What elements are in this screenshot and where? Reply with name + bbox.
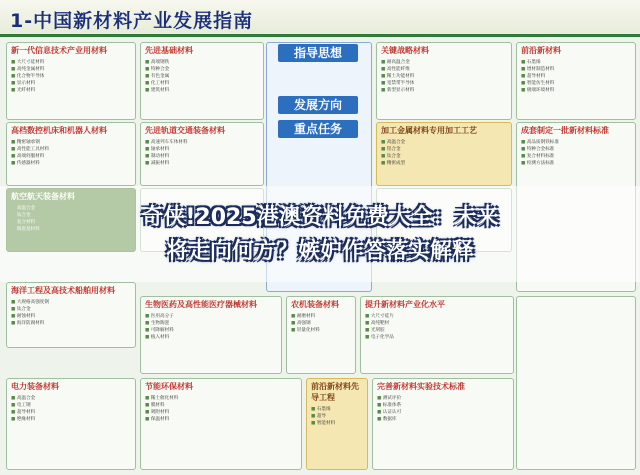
list-item: ■ 超导材料 (11, 409, 131, 416)
panel-title: 新一代信息技术产业用材料 (11, 46, 107, 55)
list-item: ■ 稀土催化材料 (145, 395, 297, 402)
list-item: ■ 制动材料 (145, 153, 259, 160)
list-item: ■ 建筑材料 (145, 87, 259, 94)
list-item: ■ 铝合金 (381, 146, 507, 153)
list-item: ■ 超导 (311, 413, 363, 420)
list-item: ■ 数据库 (377, 416, 509, 423)
list-item: ■ 标准体系 (377, 402, 509, 409)
list-item: ■ 光刻胶 (365, 327, 509, 334)
panel-metal-processing (376, 122, 512, 186)
panel-info-tech (6, 42, 136, 120)
list-item: ■ 新型显示材料 (381, 87, 507, 94)
list-item: ■ 光纤材料 (11, 87, 131, 94)
guide-box: 指导思想 (278, 44, 358, 62)
list-item: ■ 钛合金 (11, 306, 131, 313)
list-item: ■ 有色金属 (145, 73, 259, 80)
panel-frontier (516, 42, 636, 120)
list-item: ■ 高性能纤维 (381, 66, 507, 73)
panel-title: 关键战略材料 (381, 46, 429, 55)
list-item: ■ 认证认可 (377, 409, 509, 416)
panel-industrialization (360, 296, 514, 374)
panel-title: 完善新材料实验技术标准 (377, 382, 465, 391)
list-item: ■ 高性能工具材料 (11, 146, 131, 153)
panel-agri (286, 296, 356, 374)
list-item: ■ 高品质钢铁标准 (521, 139, 631, 146)
list-item: ■ 轻量化材料 (291, 327, 351, 334)
panel-standards-lower (516, 296, 636, 470)
list-item: ■ 精密成型 (381, 160, 507, 167)
list-item: ■ 极端环境材料 (521, 87, 631, 94)
list-item: ■ 大尺寸硅片 (365, 313, 509, 320)
list-item: ■ 智能材料 (311, 420, 363, 427)
headline-line-1: 奇侠!2025港澳资料免费大全：未来 (141, 205, 499, 230)
panel-title: 先进基础材料 (145, 46, 193, 55)
list-item: ■ 增材制造材料 (521, 66, 631, 73)
list-item: ■ 大规格高强度钢 (11, 299, 131, 306)
panel-title: 加工金属材料专用加工工艺 (381, 126, 477, 135)
panel-eco (140, 378, 302, 470)
list-item: ■ 精密轴承钢 (11, 139, 131, 146)
title-bar (0, 0, 640, 36)
headline-line-2: 将走向何方？嫉妒作答落实解释 (165, 239, 474, 264)
list-item: ■ 耐蚀材料 (11, 313, 131, 320)
list-item: ■ 高纯金属材料 (11, 66, 131, 73)
panel-robotics (6, 122, 136, 186)
list-item: ■ 高纯靶材 (365, 320, 509, 327)
list-item: ■ 保温材料 (145, 416, 297, 423)
list-item: ■ 检测方法标准 (521, 160, 631, 167)
panel-title: 提升新材料产业化水平 (365, 300, 445, 309)
list-item: ■ 膜材料 (145, 402, 297, 409)
list-item: ■ 耐磨材料 (291, 313, 351, 320)
panel-strategic (376, 42, 512, 120)
list-item: ■ 化合物半导体 (11, 73, 131, 80)
direction-box: 发展方向 (278, 96, 358, 114)
list-item: ■ 钛合金 (381, 153, 507, 160)
list-item: ■ 耐高温合金 (381, 59, 507, 66)
page-title: 1-中国新材料产业发展指南 (10, 10, 254, 32)
title-divider (0, 34, 640, 37)
panel-title: 前沿新材料先导工程 (311, 382, 359, 402)
list-item: ■ 传感器材料 (11, 160, 131, 167)
panel-test-standards (372, 378, 514, 470)
list-item: ■ 高温合金 (381, 139, 507, 146)
panel-title: 高档数控机床和机器人材料 (11, 126, 107, 135)
list-item: ■ 高强钢 (291, 320, 351, 327)
list-item: ■ 化工材料 (145, 80, 259, 87)
list-item: ■ 石墨烯 (311, 406, 363, 413)
list-item: ■ 减振材料 (145, 160, 259, 167)
tasks-box: 重点任务 (278, 120, 358, 138)
panel-title: 成套制定一批新材料标准 (521, 126, 609, 135)
panel-title: 农机装备材料 (291, 300, 339, 309)
list-item: ■ 吸附材料 (145, 409, 297, 416)
panel-title: 前沿新材料 (521, 46, 561, 55)
list-item: ■ 稀土功能材料 (381, 73, 507, 80)
panel-title: 节能环保材料 (145, 382, 193, 391)
list-item: ■ 高速列车车体材料 (145, 139, 259, 146)
panel-title: 先进轨道交通装备材料 (145, 126, 225, 135)
panel-title: 电力装备材料 (11, 382, 59, 391)
list-item: ■ 特种合金标准 (521, 146, 631, 153)
panel-rail (140, 122, 264, 186)
list-item: ■ 高端钢铁 (145, 59, 259, 66)
list-item: ■ 显示材料 (11, 80, 131, 87)
list-item: ■ 测试评价 (377, 395, 509, 402)
list-item: ■ 生物陶瓷 (145, 320, 277, 327)
list-item: ■ 电子化学品 (365, 334, 509, 341)
list-item: ■ 复合材料标准 (521, 153, 631, 160)
list-item: ■ 绝缘材料 (11, 416, 131, 423)
list-item: ■ 海洋防腐材料 (11, 320, 131, 327)
list-item: ■ 大尺寸硅材料 (11, 59, 131, 66)
list-item: ■ 植入材料 (145, 334, 277, 341)
list-item: ■ 石墨烯 (521, 59, 631, 66)
panel-frontier-pilot (306, 378, 368, 470)
list-item: ■ 高温合金 (11, 395, 131, 402)
panel-basic-materials (140, 42, 264, 120)
panel-power (6, 378, 136, 470)
list-item: ■ 高端伺服材料 (11, 153, 131, 160)
panel-marine (6, 282, 136, 348)
list-item: ■ 可降解材料 (145, 327, 277, 334)
list-item: ■ 电工钢 (11, 402, 131, 409)
list-item: ■ 超导材料 (521, 73, 631, 80)
list-item: ■ 宽禁带半导体 (381, 80, 507, 87)
list-item: ■ 医用高分子 (145, 313, 277, 320)
panel-title: 生物医药及高性能医疗器械材料 (145, 300, 257, 309)
list-item: ■ 特种合金 (145, 66, 259, 73)
list-item: ■ 智能仿生材料 (521, 80, 631, 87)
list-item: ■ 轴承材料 (145, 146, 259, 153)
panel-title: 海洋工程及高技术船舶用材料 (11, 286, 115, 295)
panel-biomedical (140, 296, 282, 374)
